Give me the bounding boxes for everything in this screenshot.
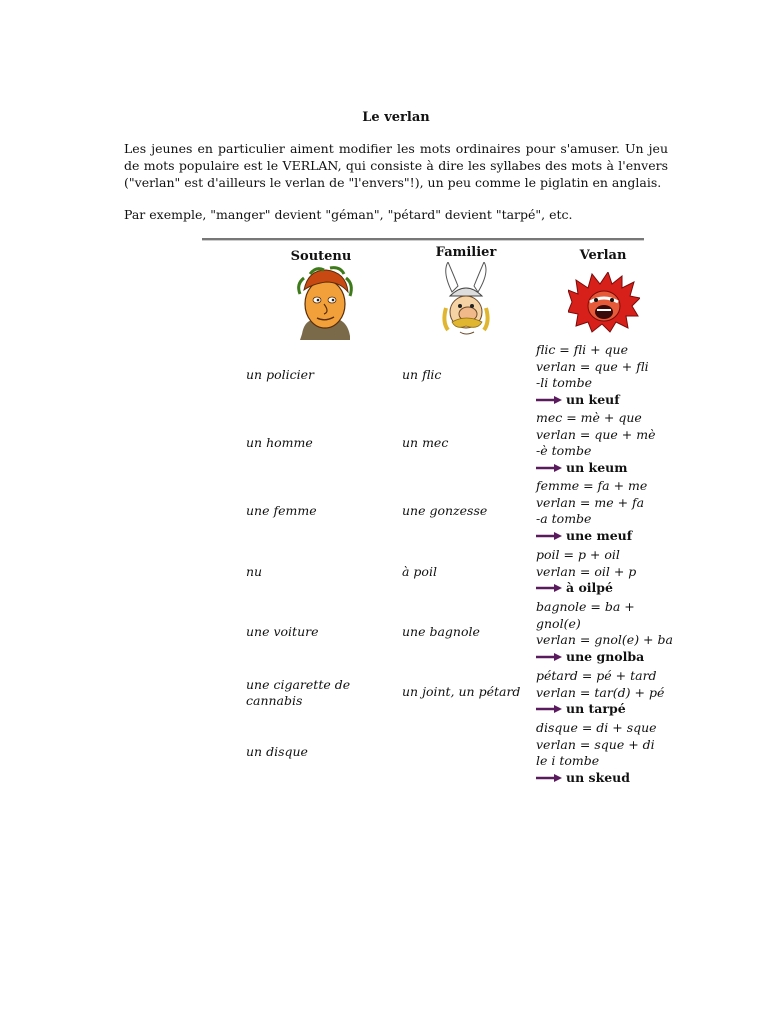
page-title: Le verlan bbox=[362, 110, 430, 125]
verlan-result-text: une meuf bbox=[566, 527, 633, 543]
familier-cell: un flic bbox=[402, 367, 442, 382]
right-arrow-icon bbox=[536, 704, 562, 714]
verlan-result-text: une gnolba bbox=[566, 648, 645, 664]
verlan-cell bbox=[536, 668, 686, 718]
verlan-step: verlan = sque + di bbox=[536, 736, 655, 752]
soutenu-line: cannabis bbox=[246, 693, 303, 708]
verlan-result bbox=[536, 701, 686, 718]
verlan-result bbox=[536, 460, 686, 477]
verlan-result-text: à oilpé bbox=[566, 580, 613, 595]
verlan-result-text: un keum bbox=[566, 459, 628, 475]
verlan-step: -è tombe bbox=[536, 443, 592, 458]
right-arrow-icon bbox=[536, 463, 562, 473]
verlan-step: pétard = pé + tard bbox=[536, 668, 657, 683]
verlan-step: verlan = gnol(e) + ba bbox=[536, 632, 673, 647]
example-paragraph: Par exemple, "manger" devient "géman", "pétard" devient "tarpé", etc. bbox=[124, 207, 573, 222]
verlan-step: le i tombe bbox=[536, 753, 600, 768]
right-arrow-icon bbox=[536, 395, 562, 405]
verlan-result bbox=[536, 392, 686, 409]
table-top-rule bbox=[202, 238, 644, 241]
verlan-cell bbox=[536, 342, 686, 408]
right-arrow-icon bbox=[536, 652, 562, 662]
verlan-cell bbox=[536, 410, 686, 476]
verlan-step: mec = mè + que bbox=[536, 410, 642, 425]
right-arrow-icon bbox=[536, 531, 562, 541]
verlan-step: verlan = me + fa bbox=[536, 494, 645, 510]
verlan-step: poil = p + oil bbox=[536, 547, 620, 562]
soutenu-cell: une femme bbox=[246, 503, 317, 518]
verlan-step: femme = fa + me bbox=[536, 478, 648, 493]
intro-paragraph: Les jeunes en particulier aiment modifier les mots ordinaires pour s'amuser. Un jeu de mots populaire est le VERLAN, qui consiste à dire les syllabes des mots à l'envers ("verlan" est d'ailleurs le verlan de "l'envers"!), un peu comme le piglatin en anglais. bbox=[124, 141, 668, 190]
familier-cell: une bagnole bbox=[402, 624, 480, 639]
soutenu-cell: nu bbox=[246, 564, 263, 579]
roman-portrait-image bbox=[290, 264, 360, 340]
verlan-step: disque = di + sque bbox=[536, 720, 657, 735]
verlan-step: verlan = tar(d) + pé bbox=[536, 684, 665, 700]
verlan-result bbox=[536, 770, 686, 787]
column-header-soutenu: Soutenu bbox=[290, 249, 352, 264]
verlan-step: gnol(e) bbox=[536, 615, 581, 631]
verlan-result-text: un keuf bbox=[566, 391, 620, 407]
verlan-cell bbox=[536, 547, 686, 597]
soutenu-cell: un policier bbox=[246, 367, 314, 382]
soutenu-cell bbox=[246, 677, 350, 709]
verlan-step: verlan = que + mè bbox=[536, 426, 656, 442]
verlan-step: verlan = oil + p bbox=[536, 563, 637, 579]
familier-cell: un joint, un pétard bbox=[402, 684, 521, 699]
intro-text bbox=[124, 140, 668, 238]
verlan-result-text: un tarpé bbox=[566, 701, 626, 716]
verlan-step: -li tombe bbox=[536, 375, 592, 390]
verlan-step: verlan = que + fli bbox=[536, 358, 649, 374]
column-header-familier: Familier bbox=[435, 245, 497, 260]
soutenu-line: une cigarette de bbox=[246, 677, 351, 692]
verlan-step: flic = fli + que bbox=[536, 342, 628, 357]
verlan-step: -a tombe bbox=[536, 511, 592, 526]
verlan-cell bbox=[536, 720, 686, 786]
verlan-result bbox=[536, 649, 686, 666]
verlan-result-text: un skeud bbox=[566, 769, 631, 785]
verlan-cell bbox=[536, 478, 686, 544]
familier-cell: une gonzesse bbox=[402, 503, 488, 518]
soutenu-cell: une voiture bbox=[246, 624, 319, 639]
verlan-step: bagnole = ba + bbox=[536, 599, 635, 614]
redhead-portrait-image bbox=[568, 272, 640, 334]
verlan-cell bbox=[536, 599, 686, 665]
right-arrow-icon bbox=[536, 773, 562, 783]
gaulish-portrait-image bbox=[438, 262, 494, 340]
verlan-result bbox=[536, 580, 686, 597]
soutenu-cell: un disque bbox=[246, 744, 308, 759]
soutenu-cell: un homme bbox=[246, 435, 313, 450]
familier-cell: un mec bbox=[402, 435, 449, 450]
column-header-verlan: Verlan bbox=[579, 248, 627, 263]
familier-cell: à poil bbox=[402, 564, 437, 579]
verlan-result bbox=[536, 528, 686, 545]
right-arrow-icon bbox=[536, 583, 562, 593]
